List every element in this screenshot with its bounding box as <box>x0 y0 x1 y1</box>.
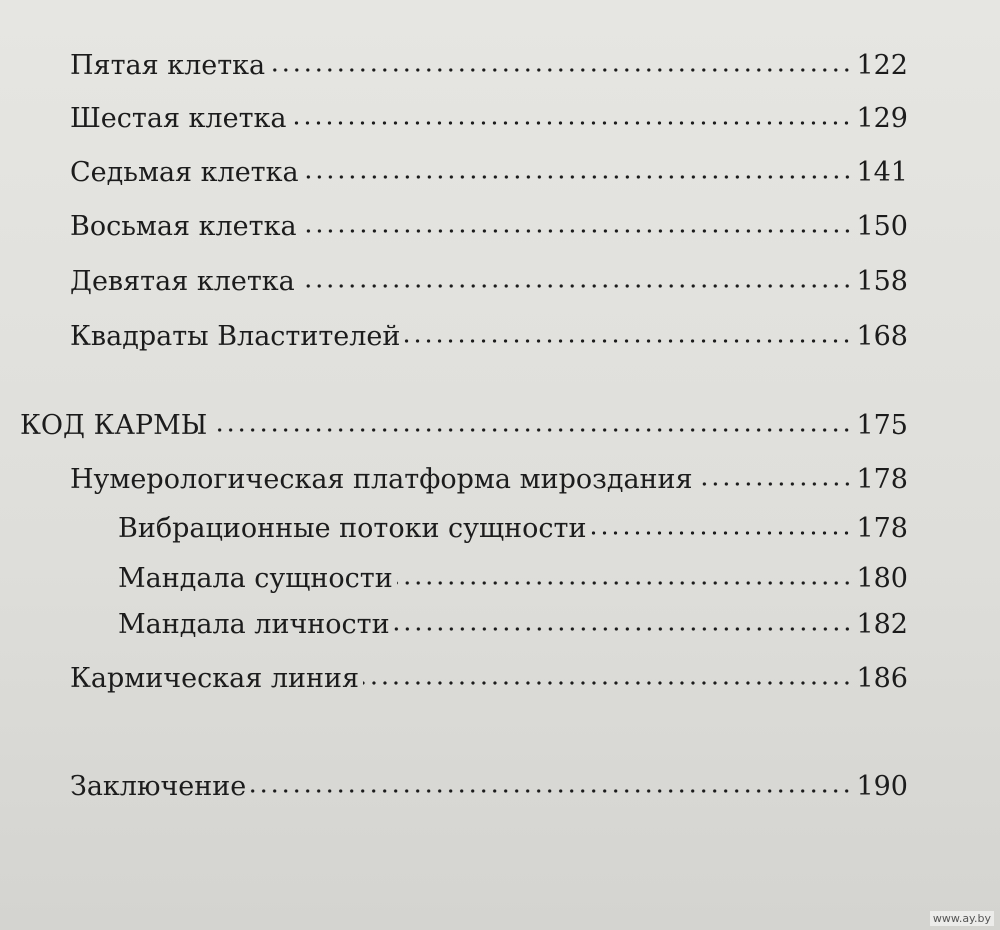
toc-entry-page: 150 <box>856 211 908 242</box>
toc-entry-title: Шестая клетка <box>70 103 287 134</box>
dot-leader <box>303 175 853 179</box>
toc-entry <box>70 46 908 86</box>
toc-entry-title: Нумерологическая платформа мироздания <box>70 464 693 495</box>
toc-entry-title: Восьмая клетка <box>70 211 297 242</box>
toc-entry-page: 129 <box>856 103 908 134</box>
toc-entry-title: Девятая клетка <box>70 266 295 297</box>
toc-entry <box>70 767 908 807</box>
toc-entry-page: 158 <box>856 266 908 297</box>
toc-entry <box>70 460 908 500</box>
dot-leader <box>301 229 853 233</box>
dot-leader <box>269 68 852 72</box>
toc-entry <box>70 153 908 193</box>
toc-entry-page: 180 <box>856 563 908 594</box>
toc-entry-title: Седьмая клетка <box>70 157 299 188</box>
toc-section-heading <box>20 406 908 446</box>
toc-subentry <box>118 605 908 645</box>
toc-entry-title: Заключение <box>70 771 247 802</box>
toc-entry-page: 141 <box>856 157 908 188</box>
toc-entry-title: Мандала сущности <box>118 563 393 594</box>
toc-section-title: КОД КАРМЫ <box>20 410 208 441</box>
toc-entry-title: Пятая клетка <box>70 50 266 81</box>
toc-subentry <box>118 509 908 549</box>
dot-leader <box>697 482 853 486</box>
toc-entry-title: Вибрационные потоки сущности <box>118 513 587 544</box>
dot-leader <box>363 681 852 685</box>
toc-entry <box>70 659 908 699</box>
dot-leader <box>404 339 852 343</box>
site-watermark: www.ay.by <box>930 911 994 926</box>
toc-entry <box>70 262 908 302</box>
toc-entry <box>70 207 908 247</box>
toc-entry-title: Кармическая линия <box>70 663 359 694</box>
toc-entry-page: 182 <box>856 609 908 640</box>
dot-leader <box>290 121 852 125</box>
toc-entry <box>70 317 908 357</box>
dot-leader <box>299 284 853 288</box>
toc-entry-title: Мандала личности <box>118 609 390 640</box>
toc-subentry <box>118 559 908 599</box>
toc-entry-page: 178 <box>856 513 908 544</box>
toc-entry-title: Квадраты Властителей <box>70 321 401 352</box>
toc-entry-page: 168 <box>856 321 908 352</box>
toc-entry-page: 175 <box>856 410 908 441</box>
dot-leader <box>590 531 852 535</box>
toc-entry-page: 190 <box>856 771 908 802</box>
toc-entry-page: 178 <box>856 464 908 495</box>
toc-entry <box>70 99 908 139</box>
toc-entry-page: 186 <box>856 663 908 694</box>
toc-entry-page: 122 <box>856 50 908 81</box>
dot-leader <box>211 428 852 432</box>
dot-leader <box>394 627 853 631</box>
dot-leader <box>250 789 852 793</box>
dot-leader <box>397 581 853 585</box>
